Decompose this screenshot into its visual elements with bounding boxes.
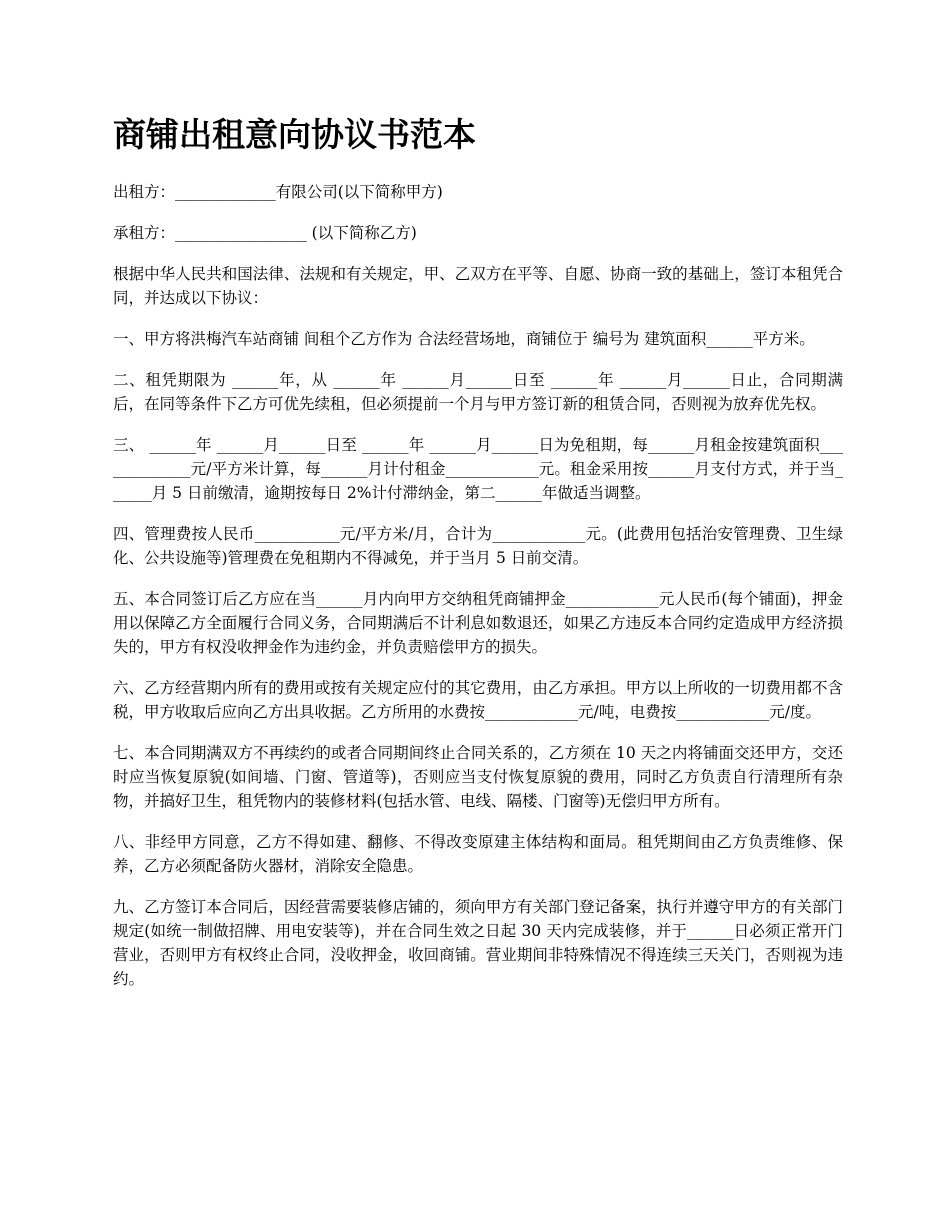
clause-3: 三、 ______年 ______月______日至 ______年 ______月______日为免租期，每______月租金按建筑面积_____________元/平方米计算，每______月计付租金____________元。租金采用按______月支付方式，并于当______月 5 日前缴清，逾期按每日 2%计付滞纳金，第二______年做适当调整。 <box>113 436 843 502</box>
intro-paragraph: 根据中华人民共和国法律、法规和有关规定，甲、乙双方在平等、自愿、协商一致的基础上，签订本租凭合同，并达成以下协议： <box>113 265 843 307</box>
clause-6: 六、乙方经营期内所有的费用或按有关规定应付的其它费用，由乙方承担。甲方以上所收的一切费用都不含税，甲方收取后应向乙方出具收据。乙方所用的水费按____________元/吨，电费按____________元/度。 <box>113 679 843 721</box>
clause-2: 二、租凭期限为 ______年，从 ______年 ______月______日至 ______年 ______月______日止，合同期满后，在同等条件下乙方可优先续租，但必须提前一个月与甲方签订新的租赁合同，否则视为放弃优先权。 <box>113 371 843 413</box>
clause-7: 七、本合同期满双方不再续约的或者合同期间终止合同关系的，乙方须在 10 天之内将铺面交还甲方，交还时应当恢复原貌(如间墙、门窗、管道等)，否则应当支付恢复原貌的费用，同时乙方负责自行清理所有杂物，并搞好卫生，租凭物内的装修材料(包括水管、电线、隔楼、门窗等)无偿归甲方所有。 <box>113 744 843 810</box>
lessor-line: 出租方：_____________有限公司(以下简称甲方) <box>113 183 443 201</box>
clause-5: 五、本合同签订后乙方应在当______月内向甲方交纳租凭商铺押金____________元人民币(每个铺面)，押金用以保障乙方全面履行合同义务，合同期满后不计利息如数退还，如果乙方违反本合同约定造成甲方经济损失的，甲方有权没收押金作为违约金，并负责赔偿甲方的损失。 <box>113 590 843 656</box>
document-title: 商铺出租意向协议书范本 <box>113 115 476 154</box>
lessee-line: 承租方：_________________ (以下简称乙方) <box>113 224 417 242</box>
clause-9: 九、乙方签订本合同后，因经营需要装修店铺的，须向甲方有关部门登记备案，执行并遵守甲方的有关部门规定(如统一制做招牌、用电安装等)，并在合同生效之日起 30 天内完成装修，并于______日必须正常开门营业，否则甲方有权终止合同，没收押金，收回商铺。营业期间非特殊情况不得连续三天关门，否则视为违约。 <box>113 898 843 988</box>
document-page <box>113 112 843 1008</box>
clause-4: 四、管理费按人民币___________元/平方米/月，合计为____________元。(此费用包括治安管理费、卫生绿化、公共设施等)管理费在免租期内不得减免，并于当月 5 日前交清。 <box>113 525 843 567</box>
clause-1: 一、甲方将洪梅汽车站商铺 间租个乙方作为 合法经营场地，商铺位于 编号为 建筑面积______平方米。 <box>113 330 815 348</box>
clause-8: 八、非经甲方同意，乙方不得如建、翻修、不得改变原建主体结构和面局。租凭期间由乙方负责维修、保养，乙方必须配备防火器材，消除安全隐患。 <box>113 833 843 875</box>
